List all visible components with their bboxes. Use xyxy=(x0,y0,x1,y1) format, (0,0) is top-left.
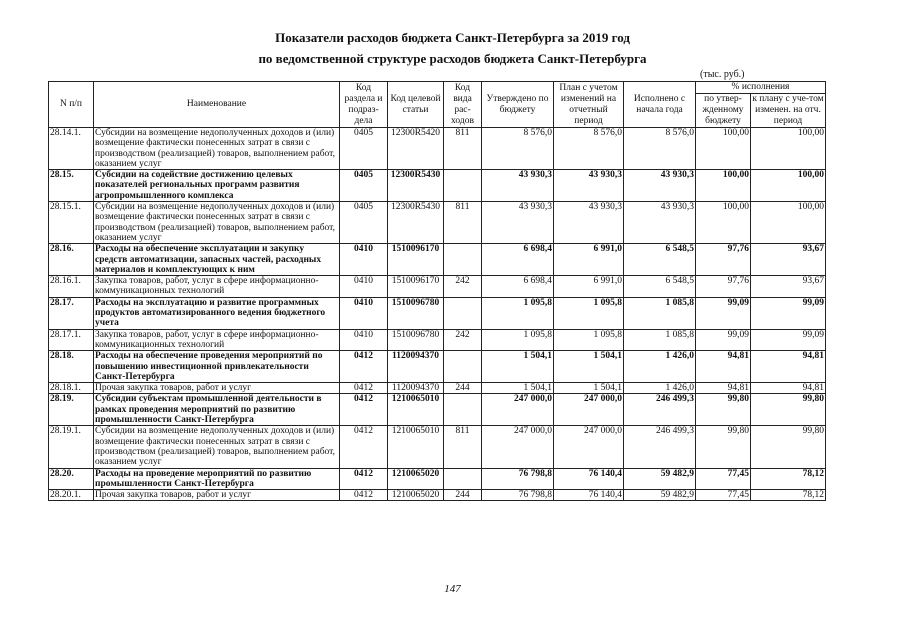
row-pct-budget: 99,09 xyxy=(696,329,751,351)
row-approved: 76 798,8 xyxy=(482,468,554,490)
row-target-code: 1210065020 xyxy=(388,490,444,501)
header-name: Наименование xyxy=(94,82,340,128)
row-pct-budget: 97,76 xyxy=(696,244,751,276)
row-pct-budget: 100,00 xyxy=(696,170,751,202)
row-number: 28.19.1. xyxy=(49,426,94,468)
row-approved: 1 095,8 xyxy=(482,329,554,351)
row-pct-plan: 94,81 xyxy=(751,351,826,383)
row-plan: 1 095,8 xyxy=(554,329,624,351)
row-name: Закупка товаров, работ, услуг в сфере информационно-коммуникационных технологий xyxy=(94,329,340,351)
row-section-code: 0412 xyxy=(340,383,388,394)
row-approved: 43 930,3 xyxy=(482,202,554,244)
row-executed: 43 930,3 xyxy=(624,202,696,244)
row-plan: 8 576,0 xyxy=(554,128,624,170)
table-row xyxy=(49,276,826,298)
row-number: 28.20. xyxy=(49,468,94,490)
row-name: Субсидии на возмещение недополученных доходов и (или) возмещение фактически понесенных затрат в связи с производством (реализацией) товаров, выполнением работ, оказанием услуг xyxy=(94,426,340,468)
row-number: 28.15. xyxy=(49,170,94,202)
row-expense-type-code xyxy=(444,468,482,490)
row-section-code: 0412 xyxy=(340,394,388,426)
row-target-code: 1510096780 xyxy=(388,297,444,329)
page-number: 147 xyxy=(444,583,461,595)
row-pct-budget: 94,81 xyxy=(696,351,751,383)
row-executed: 59 482,9 xyxy=(624,490,696,501)
row-name: Закупка товаров, работ, услуг в сфере информационно-коммуникационных технологий xyxy=(94,276,340,298)
row-executed: 6 548,5 xyxy=(624,276,696,298)
table-row xyxy=(49,394,826,426)
row-target-code: 1120094370 xyxy=(388,351,444,383)
row-target-code: 1510096170 xyxy=(388,244,444,276)
row-name: Прочая закупка товаров, работ и услуг xyxy=(94,383,340,394)
row-expense-type-code: 244 xyxy=(444,383,482,394)
row-name: Субсидии на возмещение недополученных доходов и (или) возмещение фактически понесенных затрат в связи с производством (реализацией) товаров, выполнением работ, оказанием услуг xyxy=(94,202,340,244)
row-pct-plan: 78,12 xyxy=(751,468,826,490)
row-pct-plan: 99,80 xyxy=(751,426,826,468)
row-target-code: 12300R5430 xyxy=(388,170,444,202)
row-section-code: 0410 xyxy=(340,329,388,351)
row-expense-type-code: 244 xyxy=(444,490,482,501)
row-section-code: 0410 xyxy=(340,244,388,276)
row-target-code: 1210065010 xyxy=(388,394,444,426)
row-plan: 43 930,3 xyxy=(554,202,624,244)
row-pct-plan: 93,67 xyxy=(751,276,826,298)
row-executed: 246 499,3 xyxy=(624,394,696,426)
row-pct-budget: 100,00 xyxy=(696,128,751,170)
row-section-code: 0412 xyxy=(340,468,388,490)
row-pct-plan: 100,00 xyxy=(751,202,826,244)
row-expense-type-code xyxy=(444,170,482,202)
table-row xyxy=(49,490,826,501)
row-expense-type-code: 811 xyxy=(444,128,482,170)
row-pct-budget: 99,80 xyxy=(696,394,751,426)
row-approved: 6 698,4 xyxy=(482,276,554,298)
row-name: Субсидии субъектам промышленной деятельности в рамках проведения мероприятий по развитию промышленности Санкт-Петербурга xyxy=(94,394,340,426)
row-plan: 76 140,4 xyxy=(554,490,624,501)
row-pct-budget: 77,45 xyxy=(696,468,751,490)
row-name: Расходы на обеспечение проведения мероприятий по повышению инвестиционной привлекательности Санкт-Петербурга xyxy=(94,351,340,383)
row-section-code: 0405 xyxy=(340,128,388,170)
table-row xyxy=(49,468,826,490)
header-pct-budget: по утвер-жденному бюджету xyxy=(696,94,751,128)
table-row xyxy=(49,426,826,468)
row-approved: 8 576,0 xyxy=(482,128,554,170)
table-row xyxy=(49,351,826,383)
row-expense-type-code: 242 xyxy=(444,276,482,298)
row-approved: 247 000,0 xyxy=(482,426,554,468)
page-title: Показатели расходов бюджета Санкт-Петербурга за 2019 год xyxy=(275,30,630,45)
header-approved: Утверждено по бюджету xyxy=(482,82,554,128)
row-target-code: 1210065010 xyxy=(388,426,444,468)
row-plan: 1 504,1 xyxy=(554,383,624,394)
budget-table xyxy=(48,81,826,501)
row-number: 28.15.1. xyxy=(49,202,94,244)
header-plan: План с учетом изменений на отчетный период xyxy=(554,82,624,128)
row-plan: 76 140,4 xyxy=(554,468,624,490)
row-section-code: 0410 xyxy=(340,276,388,298)
row-approved: 1 504,1 xyxy=(482,351,554,383)
row-executed: 59 482,9 xyxy=(624,468,696,490)
row-section-code: 0405 xyxy=(340,170,388,202)
header-expense-type-code: Код вида рас-ходов xyxy=(444,82,482,128)
row-number: 28.18.1. xyxy=(49,383,94,394)
row-number: 28.17. xyxy=(49,297,94,329)
row-number: 28.14.1. xyxy=(49,128,94,170)
row-plan: 6 991,0 xyxy=(554,276,624,298)
row-pct-plan: 100,00 xyxy=(751,128,826,170)
row-executed: 43 930,3 xyxy=(624,170,696,202)
row-plan: 247 000,0 xyxy=(554,426,624,468)
row-executed: 6 548,5 xyxy=(624,244,696,276)
row-target-code: 12300R5430 xyxy=(388,202,444,244)
row-plan: 6 991,0 xyxy=(554,244,624,276)
row-pct-plan: 99,09 xyxy=(751,297,826,329)
row-number: 28.16. xyxy=(49,244,94,276)
row-target-code: 1120094370 xyxy=(388,383,444,394)
row-pct-budget: 100,00 xyxy=(696,202,751,244)
row-name: Расходы на эксплуатацию и развитие программных продуктов автоматизированного ведения бюджетного учета xyxy=(94,297,340,329)
row-plan: 43 930,3 xyxy=(554,170,624,202)
row-target-code: 12300R5420 xyxy=(388,128,444,170)
header-pct-plan: к плану с уче-том изменен. на отч. период xyxy=(752,94,824,126)
table-row xyxy=(49,383,826,394)
row-expense-type-code: 811 xyxy=(444,202,482,244)
row-section-code: 0412 xyxy=(340,490,388,501)
row-plan: 1 095,8 xyxy=(554,297,624,329)
row-pct-budget: 97,76 xyxy=(696,276,751,298)
row-executed: 1 085,8 xyxy=(624,329,696,351)
row-executed: 1 085,8 xyxy=(624,297,696,329)
row-approved: 247 000,0 xyxy=(482,394,554,426)
row-approved: 76 798,8 xyxy=(482,490,554,501)
row-target-code: 1210065020 xyxy=(388,468,444,490)
row-expense-type-code xyxy=(444,351,482,383)
row-target-code: 1510096780 xyxy=(388,329,444,351)
row-expense-type-code xyxy=(444,244,482,276)
header-executed: Исполнено с начала года xyxy=(624,82,696,128)
row-number: 28.17.1. xyxy=(49,329,94,351)
row-number: 28.19. xyxy=(49,394,94,426)
row-pct-plan: 78,12 xyxy=(751,490,826,501)
row-expense-type-code: 242 xyxy=(444,329,482,351)
table-row xyxy=(49,244,826,276)
table-row xyxy=(49,297,826,329)
units-label: (тыс. руб.) xyxy=(700,69,745,80)
table-row xyxy=(49,128,826,170)
row-expense-type-code xyxy=(444,394,482,426)
row-name: Расходы на проведение мероприятий по развитию промышленности Санкт-Петербурга xyxy=(94,468,340,490)
row-name: Прочая закупка товаров, работ и услуг xyxy=(94,490,340,501)
header-target-code: Код целевой статьи xyxy=(388,82,444,128)
row-approved: 6 698,4 xyxy=(482,244,554,276)
header-pct-group: % исполнения xyxy=(696,82,826,94)
row-pct-plan: 99,09 xyxy=(751,329,826,351)
row-section-code: 0412 xyxy=(340,351,388,383)
row-name: Субсидии на возмещение недополученных доходов и (или) возмещение фактически понесенных затрат в связи с производством (реализацией) товаров, выполнением работ, оказанием услуг xyxy=(94,128,340,170)
row-approved: 1 504,1 xyxy=(482,383,554,394)
row-pct-plan: 100,00 xyxy=(751,170,826,202)
row-pct-budget: 99,80 xyxy=(696,426,751,468)
row-approved: 1 095,8 xyxy=(482,297,554,329)
row-executed: 1 426,0 xyxy=(624,383,696,394)
row-pct-budget: 77,45 xyxy=(696,490,751,501)
table-row xyxy=(49,202,826,244)
row-pct-plan: 93,67 xyxy=(751,244,826,276)
page-subtitle: по ведомственной структуре расходов бюджета Санкт-Петербурга xyxy=(258,51,647,66)
header-num: N п/п xyxy=(49,82,94,128)
row-name: Субсидии на содействие достижению целевых показателей региональных программ развития агропромышленного комплекса xyxy=(94,170,340,202)
row-pct-budget: 99,09 xyxy=(696,297,751,329)
row-expense-type-code xyxy=(444,297,482,329)
row-executed: 1 426,0 xyxy=(624,351,696,383)
row-expense-type-code: 811 xyxy=(444,426,482,468)
row-pct-plan: 99,80 xyxy=(751,394,826,426)
row-section-code: 0412 xyxy=(340,426,388,468)
row-plan: 1 504,1 xyxy=(554,351,624,383)
table-row xyxy=(49,329,826,351)
row-approved: 43 930,3 xyxy=(482,170,554,202)
row-name: Расходы на обеспечение эксплуатации и закупку средств автоматизации, запасных частей, расходных материалов и комплектующих к ним xyxy=(94,244,340,276)
row-executed: 246 499,3 xyxy=(624,426,696,468)
row-executed: 8 576,0 xyxy=(624,128,696,170)
row-target-code: 1510096170 xyxy=(388,276,444,298)
row-number: 28.16.1. xyxy=(49,276,94,298)
row-number: 28.18. xyxy=(49,351,94,383)
row-pct-budget: 94,81 xyxy=(696,383,751,394)
row-plan: 247 000,0 xyxy=(554,394,624,426)
header-section-code: Код раздела и подраз-дела xyxy=(340,82,388,128)
row-pct-plan: 94,81 xyxy=(751,383,826,394)
row-section-code: 0405 xyxy=(340,202,388,244)
table-row xyxy=(49,170,826,202)
row-number: 28.20.1. xyxy=(49,490,94,501)
row-section-code: 0410 xyxy=(340,297,388,329)
